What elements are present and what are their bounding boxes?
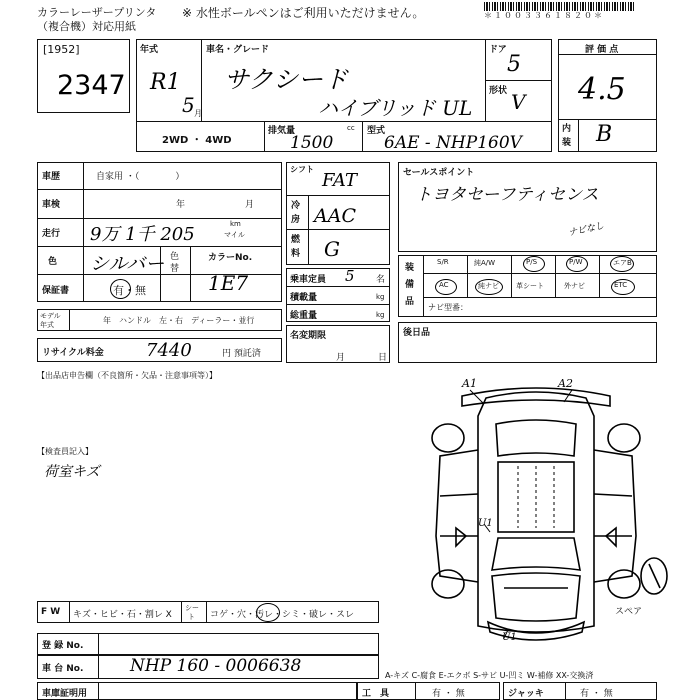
inspection-year-unit: 年 bbox=[176, 200, 186, 210]
inspection-month-unit: 月 bbox=[245, 200, 255, 210]
equip-ps-circle bbox=[523, 256, 545, 272]
mileage-label: 走行 bbox=[42, 229, 61, 239]
model-grade: ハイブリッド UL bbox=[318, 96, 473, 120]
load-unit: kg bbox=[376, 293, 385, 301]
capacity-label: 乗車定員 bbox=[290, 275, 327, 285]
capacity-value: 5 bbox=[345, 267, 355, 285]
equip-ext-navi: 外ナビ bbox=[564, 282, 585, 290]
damage-legend: A-キズ C-腐食 E-エクボ S-サビ U-凹ミ W-補修 XX-交換済 bbox=[385, 671, 594, 680]
year-month: 5 bbox=[182, 93, 195, 117]
model-year-label-1: モデル bbox=[40, 312, 61, 320]
tools-label: 工 具 bbox=[362, 689, 390, 699]
sheet-stain-circle bbox=[256, 603, 280, 622]
history-value: 自家用 ・（ ） bbox=[96, 172, 185, 182]
model-year-label-2: 年式 bbox=[40, 321, 54, 329]
equip-etc-circle bbox=[611, 279, 635, 295]
displacement-value: 1500 bbox=[290, 133, 334, 153]
equip-airbag: エアB bbox=[613, 259, 632, 267]
sales-point-note: ナビなし bbox=[567, 221, 605, 239]
fuel-value: G bbox=[324, 237, 340, 261]
model-name: サクシード bbox=[224, 65, 349, 94]
equip-label-2: 備 bbox=[405, 280, 415, 290]
spare-label: スペア bbox=[615, 607, 643, 617]
color-change-2: 替 bbox=[170, 264, 180, 274]
chassis-value: NHP 160 - 0006638 bbox=[130, 656, 302, 676]
mark-u1-left: U1 bbox=[478, 518, 493, 529]
rear-seat-box bbox=[398, 322, 657, 363]
year-label: 年式 bbox=[140, 45, 159, 55]
reg-no-row bbox=[37, 633, 379, 655]
model-code-value: 6AE - NHP160V bbox=[384, 133, 522, 153]
lot-code: [1952] bbox=[43, 43, 80, 56]
recycle-value: 7440 bbox=[146, 340, 192, 361]
shift-value: FAT bbox=[322, 170, 357, 191]
mark-a1: A1 bbox=[462, 377, 477, 390]
score-value: 4.5 bbox=[578, 72, 626, 107]
sheet-items: コゲ・穴・汚レ・シミ・破レ・スレ bbox=[210, 610, 355, 620]
drive-label: 2WD ・ 4WD bbox=[162, 135, 232, 146]
equip-airbag-circle bbox=[610, 256, 634, 272]
mileage-mile: マイル bbox=[224, 231, 245, 239]
model-year-text: 年 ハンドル 左・右 ディーラー・並行 bbox=[103, 316, 255, 325]
jack-value: 有 ・ 無 bbox=[580, 689, 613, 699]
load-label: 積載量 bbox=[290, 293, 318, 303]
sheet-label-1: シー bbox=[185, 604, 199, 612]
mark-u1-bottom: U1 bbox=[502, 632, 517, 643]
capacity-unit: 名 bbox=[376, 275, 386, 285]
color-no-value: 1E7 bbox=[208, 271, 249, 295]
month-unit: 月 bbox=[194, 109, 202, 118]
mileage-value: 9万 1千 205 bbox=[90, 224, 195, 245]
notes-header: 【出品店申告欄（不良箇所・欠品・注意事項等）】 bbox=[37, 371, 217, 380]
equip-pw: P/W bbox=[569, 258, 583, 266]
color-label: 色 bbox=[48, 257, 58, 267]
equip-pw-circle bbox=[566, 256, 588, 272]
equip-navi: 純ナビ bbox=[478, 282, 499, 290]
recycle-label: リサイクル料金 bbox=[42, 348, 104, 358]
equip-navi-circle bbox=[475, 279, 503, 295]
sales-point-label: セールスポイント bbox=[403, 168, 475, 178]
interior-label-1: 内 bbox=[562, 124, 572, 134]
aircon-value: AAC bbox=[314, 205, 356, 227]
gross-weight-unit: kg bbox=[376, 311, 385, 319]
printer-line-1: カラーレーザープリンタ bbox=[37, 6, 157, 19]
doors-label: ドア bbox=[489, 45, 507, 55]
warranty-circle bbox=[110, 279, 131, 299]
equip-aw: 純A/W bbox=[474, 259, 496, 267]
barcode-number: ＊１００３３６１８２０＊ bbox=[484, 11, 604, 20]
equip-leather: 革シート bbox=[516, 282, 544, 290]
interior-value: B bbox=[596, 122, 613, 147]
fuel-label-1: 燃 bbox=[291, 235, 301, 245]
lot-number: 2347 bbox=[57, 70, 126, 101]
body-shape-value: V bbox=[511, 90, 526, 114]
equip-label-3: 品 bbox=[405, 297, 415, 307]
inspection-label: 車検 bbox=[42, 200, 61, 210]
tools-value: 有 ・ 無 bbox=[432, 689, 465, 699]
chassis-label: 車 台 No. bbox=[42, 664, 84, 674]
expiry-month-unit: 月 bbox=[336, 353, 346, 363]
shift-label: シフト bbox=[290, 165, 314, 174]
mileage-km: km bbox=[230, 220, 241, 228]
body-shape-label: 形状 bbox=[489, 86, 508, 96]
equip-ps: P/S bbox=[526, 258, 538, 266]
displacement-label: 排気量 bbox=[268, 126, 296, 136]
equip-etc: ETC bbox=[614, 281, 628, 289]
history-label: 車歴 bbox=[42, 172, 61, 182]
color-no-label: カラーNo. bbox=[208, 253, 253, 263]
model-name-label: 車名・グレード bbox=[206, 45, 270, 55]
inspector-note: 荷室キズ bbox=[44, 464, 100, 480]
jack-label: ジャッキ bbox=[508, 689, 544, 699]
notice-text: ※ 水性ボールペンはご利用いただけません。 bbox=[182, 6, 425, 20]
warranty-value: 有・無 bbox=[113, 284, 146, 297]
sheet-label-2: ト bbox=[188, 613, 195, 621]
warranty-label: 保証書 bbox=[42, 286, 70, 296]
mark-a2: A2 bbox=[558, 377, 573, 390]
interior-label-2: 装 bbox=[562, 138, 572, 148]
fw-items: キズ・ヒビ・石・割レ X bbox=[73, 610, 172, 620]
aircon-label-1: 冷 bbox=[291, 201, 301, 211]
rear-seat-label: 後日品 bbox=[403, 328, 431, 338]
score-label: 評 価 点 bbox=[585, 45, 619, 55]
year-era: R1 bbox=[150, 70, 181, 95]
expiry-label: 名変期限 bbox=[290, 331, 327, 341]
equip-label-1: 装 bbox=[405, 263, 415, 273]
equip-ac-circle bbox=[435, 279, 457, 295]
navi-model-label: ナビ型番： bbox=[428, 303, 468, 312]
equip-sr: S/R bbox=[437, 258, 449, 266]
fuel-label-2: 料 bbox=[291, 249, 301, 259]
equip-ac: AC bbox=[439, 281, 449, 289]
fw-label: F W bbox=[41, 607, 61, 617]
model-code-label: 型式 bbox=[367, 126, 386, 136]
cc-unit: cc bbox=[347, 124, 355, 132]
gross-weight-label: 総重量 bbox=[290, 311, 318, 321]
color-change-1: 色 bbox=[170, 252, 180, 262]
expiry-day-unit: 日 bbox=[378, 353, 388, 363]
sales-point-value: トヨタセーフティセンス bbox=[415, 185, 599, 205]
aircon-label-2: 房 bbox=[291, 215, 301, 225]
doors-value: 5 bbox=[507, 52, 521, 77]
color-value: シルバー bbox=[90, 253, 165, 275]
inspector-header: 【検査員記入】 bbox=[37, 447, 93, 456]
recycle-unit: 円 預託済 bbox=[222, 349, 261, 359]
reg-no-label: 登 録 No. bbox=[42, 641, 84, 651]
printer-line-2: （複合機）対応用紙 bbox=[37, 20, 136, 33]
cert-label: 車庫証明用 bbox=[42, 689, 88, 699]
